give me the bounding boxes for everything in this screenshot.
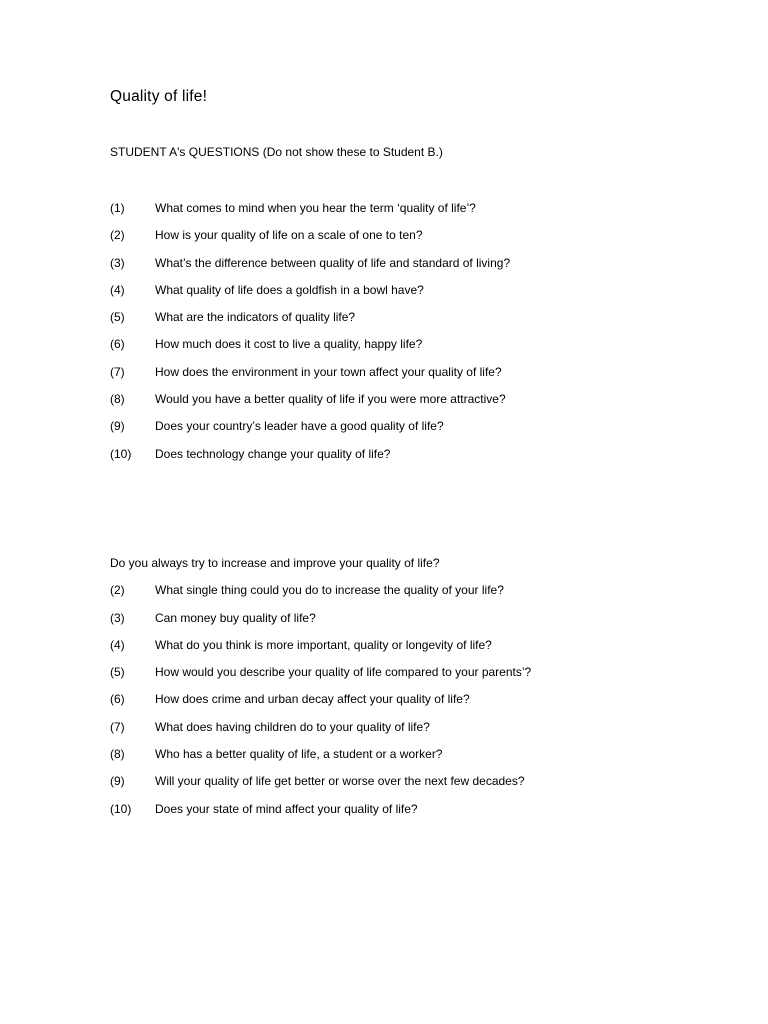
question-text: Does your country’s leader have a good quality of life? [155,419,444,434]
question-number: (5) [110,310,125,325]
question-number: (7) [110,364,125,379]
question-text: How would you describe your quality of life compared to your parents’? [155,665,532,680]
question-text: What does having children do to your quality of life? [155,719,430,734]
question-text: Would you have a better quality of life if you were more attractive? [155,392,506,407]
question-number: (3) [110,610,125,625]
question-text: How does crime and urban decay affect your quality of life? [155,692,470,707]
question-text: Can money buy quality of life? [155,610,316,625]
question-number: (8) [110,747,125,762]
section-subtitle: STUDENT A's QUESTIONS (Do not show these to Student B.) [110,145,443,159]
question-number: (10) [110,801,132,816]
question-text: What single thing could you do to increase the quality of your life? [155,583,504,598]
question-number: (8) [110,392,125,407]
question-text: What comes to mind when you hear the term ‘quality of life’? [155,201,476,215]
question-number: (9) [110,774,125,789]
question-text: Who has a better quality of life, a student or a worker? [155,747,443,762]
question-number: (6) [110,337,125,352]
question-text: What are the indicators of quality life? [155,310,356,325]
question-number: (6) [110,692,125,707]
question-text: How does the environment in your town affect your quality of life? [155,364,502,379]
question-text: What’s the difference between quality of life and standard of living? [155,255,511,270]
question-number: (2) [110,228,125,243]
question-text: How much does it cost to live a quality, happy life? [155,337,423,352]
page-title: Quality of life! [110,88,208,105]
question-text: Does technology change your quality of life? [155,446,391,461]
question-text: What do you think is more important, quality or longevity of life? [155,637,492,652]
question-text: Does your state of mind affect your quality of life? [155,801,418,816]
question-number: (4) [110,282,125,297]
question-text: How is your quality of life on a scale of one to ten? [155,228,423,243]
question-number: (5) [110,665,125,680]
question-number: (2) [110,583,125,598]
question-number: (4) [110,637,125,652]
question-number: (9) [110,419,125,434]
question-number: (7) [110,719,125,734]
question-number: (1) [110,201,125,215]
question-text: What quality of life does a goldfish in a bowl have? [155,282,424,297]
question-number: (10) [110,446,132,461]
question-number: (3) [110,255,125,270]
question-text: Do you always try to increase and improve your quality of life? [110,556,440,570]
question-text: Will your quality of life get better or worse over the next few decades? [155,774,525,789]
